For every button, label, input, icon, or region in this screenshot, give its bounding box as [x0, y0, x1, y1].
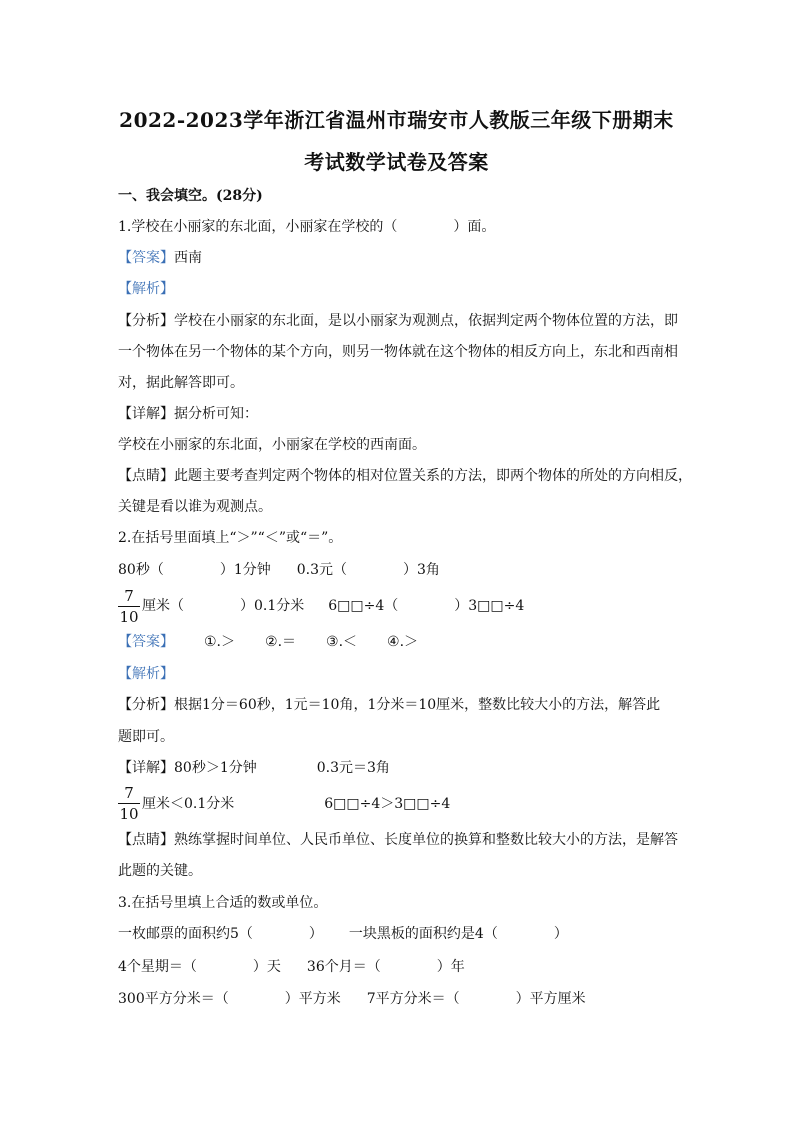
q2-xiangjie-item-c: 厘米＜0.1分米 [142, 796, 235, 812]
q1-answer: 西南 [174, 250, 202, 266]
q2-detail-fraction-numerator: 7 [124, 784, 134, 802]
q3-row2-item-a: 4个星期＝（ ）天 [118, 959, 281, 975]
q2-xiangjie-item-d: 6□□÷4＞3□□÷4 [324, 796, 451, 812]
q2-row2 [142, 596, 524, 616]
q3-row1-item-a: 一枚邮票的面积约5（ ） [118, 926, 323, 942]
q1-dianjing-line1: 【点睛】此题主要考查判定两个物体的相对位置关系的方法，即两个物体的所处的方向相反， [118, 468, 692, 484]
q3-row1-item-b: 一块黑板的面积约是4（ ） [348, 926, 568, 942]
q2-row1-item-a: 80秒（ ）1分钟 [118, 562, 271, 578]
q1-analysis-tag: 【解析】 [118, 281, 174, 297]
q1-answer-tag: 【答案】 [118, 250, 174, 266]
q2-dianjing-line2: 此题的关键。 [118, 863, 202, 879]
q2-detail-fraction-bar [118, 803, 140, 804]
q1-xiangjie-line2: 学校在小丽家的东北面，小丽家在学校的西南面。 [118, 437, 426, 453]
q2-dianjing-line1: 【点睛】熟练掌握时间单位、人民币单位、长度单位的换算和整数比较大小的方法，是解答 [118, 832, 678, 848]
doc-title-line2: 考试数学试卷及答案 [304, 150, 489, 174]
q1-xiangjie-line1: 【详解】据分析可知： [118, 406, 258, 422]
q1-fenxi-line2: 一个物体在另一个物体的某个方向，则另一物体就在这个物体的相反方向上，东北和西南相 [118, 344, 678, 360]
q2-detail-fraction-denominator: 10 [119, 805, 139, 823]
q2-xiangjie-item-b: 0.3元＝3角 [316, 760, 390, 776]
q3-row3-item-a: 300平方分米＝（ ）平方米 [118, 991, 341, 1007]
q2-answer-tag: 【答案】 [118, 634, 174, 650]
q2-stem: 2.在括号里面填上“＞”“＜”或“＝”。 [118, 530, 343, 546]
q2-fraction [118, 587, 140, 626]
q2-xiangjie-item-a: 【详解】80秒＞1分钟 [118, 760, 257, 776]
q2-fraction-bar [118, 606, 140, 607]
q1-fenxi-line3: 对，据此解答即可。 [118, 375, 244, 391]
q2-fraction-numerator: 7 [124, 587, 134, 605]
q3-row2-item-b: 36个月＝（ ）年 [306, 959, 465, 975]
q2-fenxi-line2: 题即可。 [118, 729, 174, 745]
q2-row1-item-b: 0.3元（ ）3角 [296, 562, 440, 578]
q2-answer-2: ②.＝ [265, 634, 297, 650]
q2-fenxi-line1: 【分析】根据1分＝60秒，1元＝10角，1分米＝10厘米，整数比较大小的方法，解答此 [118, 697, 661, 713]
q1-stem: 1.学校在小丽家的东北面，小丽家在学校的（ ）面。 [118, 219, 496, 235]
q3-row2 [118, 957, 465, 977]
q2-row2-item-b: 6□□÷4（ ）3□□÷4 [328, 598, 525, 614]
q1-dianjing-line2: 关键是看以谁为观测点。 [118, 499, 272, 515]
q2-row1 [118, 560, 440, 580]
q2-row2-item-a: 厘米（ ）0.1分米 [142, 598, 305, 614]
q3-stem: 3.在括号里填上合适的数或单位。 [118, 895, 328, 911]
q2-xiangjie-row2 [142, 794, 450, 814]
section-heading: 一、我会填空。(28分) [118, 188, 263, 204]
q1-answer-row [118, 248, 202, 268]
q2-answer-4: ④.＞ [387, 634, 419, 650]
q2-answer-row [118, 632, 418, 652]
q2-detail-fraction [118, 784, 140, 823]
q2-fraction-denominator: 10 [119, 608, 139, 626]
q3-row1 [118, 924, 568, 944]
q2-xiangjie-row1 [118, 758, 390, 778]
q3-row3 [118, 989, 586, 1009]
doc-title-line1: 2022-2023学年浙江省温州市瑞安市人教版三年级下册期末 [119, 108, 674, 132]
q2-answer-1: ①.＞ [204, 634, 236, 650]
q3-row3-item-b: 7平方分米＝（ ）平方厘米 [366, 991, 586, 1007]
q1-fenxi-line1: 【分析】学校在小丽家的东北面，是以小丽家为观测点，依据判定两个物体位置的方法，即 [118, 313, 678, 329]
q2-answer-3: ③.＜ [326, 634, 358, 650]
q2-analysis-tag: 【解析】 [118, 666, 174, 682]
